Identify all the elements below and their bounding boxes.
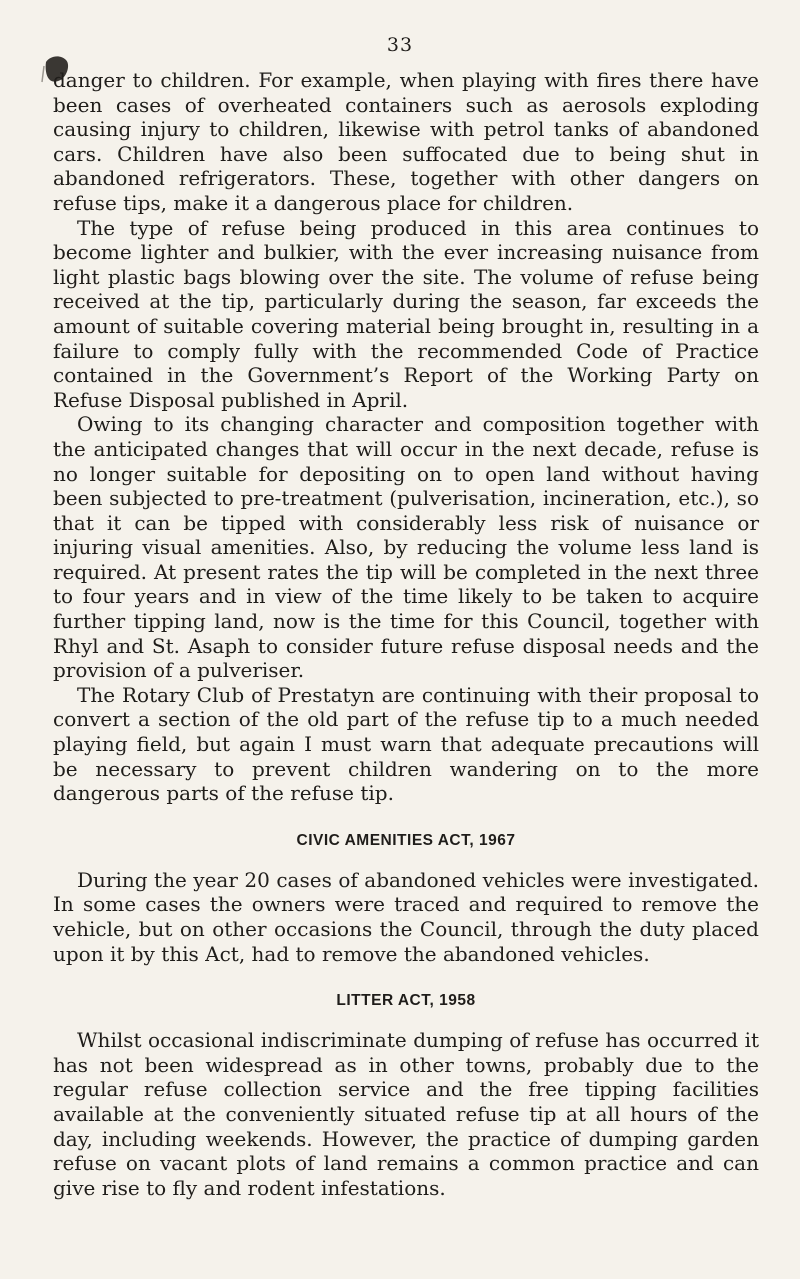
page-content	[53, 68, 759, 1200]
heading-litter-act: LITTER ACT, 1958	[336, 992, 476, 1010]
paragraph-refuse-type: The type of refuse being produced in this area continues to become lighter and bulkier, with the ever increasing nuisance from light plastic bags blowing over the site. The volume of refuse being received at the tip, particularly during the season, far exceeds the amount of suitable covering material being brought in, resulting in a failure to comply fully with the recommended Code of Practice contained in the Government’s Report of the Working Party on Refuse Disposal published in April.	[53, 215, 759, 412]
page-number: 33	[386, 34, 414, 56]
heading-civic-amenities-act: CIVIC AMENITIES ACT, 1967	[296, 831, 516, 849]
paragraph-abandoned-vehicles: During the year 20 cases of abandoned vehicles were investigated. In some cases the owners were traced and required to remove the vehicle, but on other occasions the Council, through the duty placed upon it by this Act, had to remove the abandoned vehicles.	[53, 867, 759, 966]
paragraph-refuse-treatment: Owing to its changing character and composition together with the anticipated changes that will occur in the next decade, refuse is no longer suitable for depositing on to open land without having been subjected to pre-treatment (pulverisation, incineration, etc.), so that it can be tipped with considerably less risk of nuisance or injuring visual amenities. Also, by reducing the volume less land is required. At present rates the tip will be completed in the next three to four years and in view of the time likely to be taken to acquire further tipping land, now is the time for this Council, together with Rhyl and St. Asaph to consider future refuse disposal needs and the provision of a pulveriser.	[53, 412, 759, 683]
paragraph-litter: Whilst occasional indiscriminate dumping of refuse has occurred it has not been widespread as in other towns, probably due to the regular refuse collection service and the free tipping facilities available at the conveniently situated refuse tip at all hours of the day, including weekends. However, the practice of dumping garden refuse on vacant plots of land remains a common practice and can give rise to fly and rodent infestations.	[53, 1028, 759, 1200]
paragraph-rotary-club: The Rotary Club of Prestatyn are continuing with their proposal to convert a section of the old part of the refuse tip to a much needed playing field, but again I must warn that adequate precautions will be necessary to prevent children wandering on to the more dangerous parts of the refuse tip.	[53, 682, 759, 806]
paragraph-continuation: danger to children. For example, when playing with fires there have been cases of overheated containers such as aerosols exploding causing injury to children, likewise with petrol tanks of abandoned cars. Children have also been suffocated due to being shut in abandoned refrigerators. These, together with other dangers on refuse tips, make it a dangerous place for children.	[53, 68, 759, 215]
